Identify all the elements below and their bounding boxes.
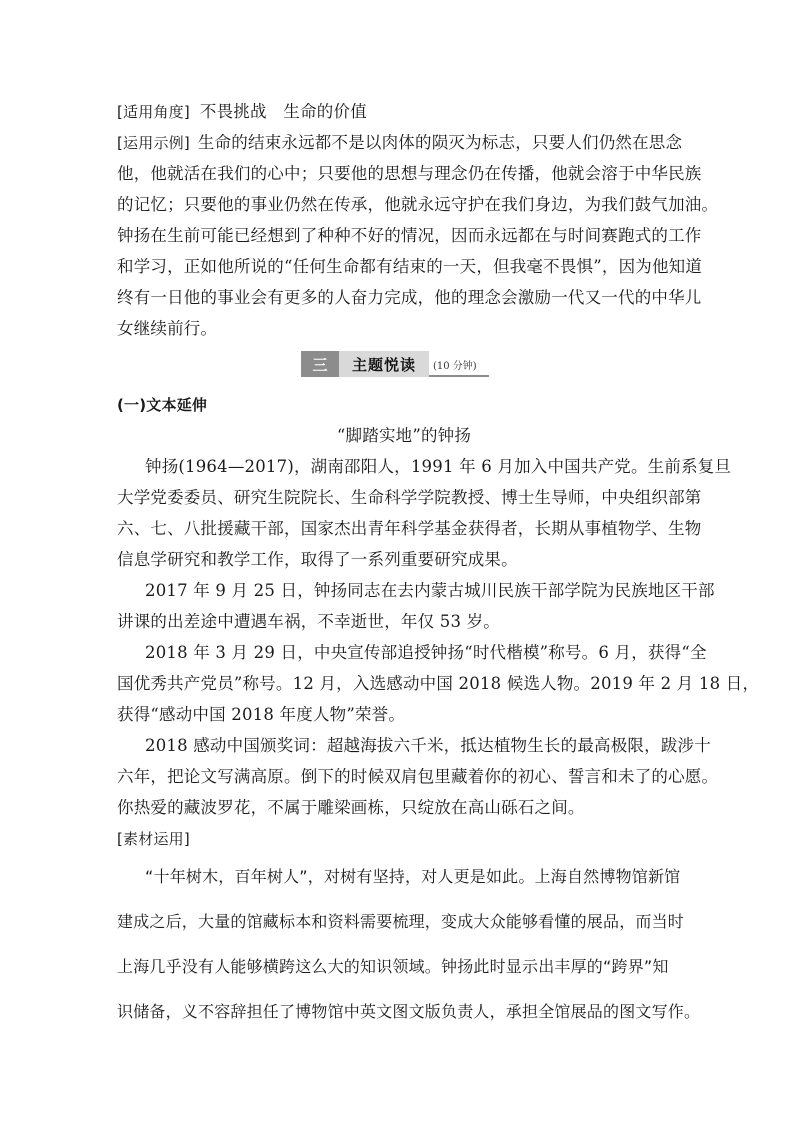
subsection-label: (一)文本延伸 — [117, 396, 208, 414]
example-line-7: 女继续前行。 — [117, 319, 218, 338]
example-line-6: 终有一日他的事业会有更多的人奋力完成，他的理念会激励一代又一代的中华儿 — [117, 288, 702, 307]
para1-line-3: 六、七、八批援藏干部，国家杰出青年科学基金获得者，长期从事植物学、生物 — [117, 519, 702, 538]
para3-line-2: 国优秀共产党员”称号。12 月，入选感动中国 2018 候选人物。2019 年 2 月 18 日， — [117, 674, 760, 693]
example-line-4: 钟扬在生前可能已经想到了种种不好的情况，因而永远都在与时间赛跑式的工作 — [117, 226, 702, 245]
para1-line-4: 信息学研究和教学工作，取得了一系列重要研究成果。 — [117, 550, 518, 569]
banner-title: 主题悦读 — [339, 351, 429, 377]
para4-line-3: 你热爱的藏波罗花，不属于雕梁画栋，只绽放在高山砾石之间。 — [117, 798, 585, 817]
para3-line-3: 获得“感动中国 2018 年度人物”荣誉。 — [117, 705, 406, 724]
material-line-3: 上海几乎没有人能够横跨这么大的知识领域。钟扬此时显示出丰厚的“跨界”知 — [117, 957, 669, 976]
para1-line-2: 大学党委委员、研究生院院长、生命科学学院教授、博士生导师，中央组织部第 — [117, 488, 702, 507]
material-line-1: “十年树木，百年树人”，对树有坚持，对人更是如此。上海自然博物馆新馆 — [145, 867, 681, 886]
banner-number: 三 — [301, 351, 339, 377]
banner-time: (10 分钟) — [429, 351, 489, 377]
article-title: “脚踏实地”的钟扬 — [336, 426, 472, 445]
material-tag: [素材运用] — [117, 830, 190, 848]
section-banner — [301, 351, 489, 377]
para4-line-2: 六年，把论文写满高原。倒下的时候双肩包里藏着你的初心、誓言和未了的心愿。 — [117, 767, 719, 786]
para2-line-1: 2017 年 9 月 25 日，钟扬同志在去内蒙古城川民族干部学院为民族地区干部 — [145, 581, 715, 600]
material-line-2: 建成之后，大量的馆藏标本和资料需要梳理，变成大众能够看懂的展品，而当时 — [117, 912, 685, 931]
para1-line-1: 钟扬(1964—2017)，湖南邵阳人，1991 年 6 月加入中国共产党。生前系复旦 — [145, 457, 732, 476]
applicable-angle-tag: [适用角度] — [117, 103, 190, 121]
example-tag: [运用示例] — [117, 134, 190, 152]
example-line-2: 他，他就活在我们的心中；只要他的思想与理念仍在传播，他就会溶于中华民族 — [117, 164, 702, 183]
para4-line-1: 2018 感动中国颁奖词：超越海拔六千米，抵达植物生长的最高极限，跋涉十 — [145, 736, 711, 755]
para3-line-1: 2018 年 3 月 29 日，中央宣传部追授钟扬“时代楷模”称号。6 月，获得“全 — [145, 643, 707, 662]
example-line-1 — [117, 133, 691, 153]
applicable-angle-text: 不畏挑战 生命的价值 — [199, 102, 367, 121]
material-line-4: 识储备，义不容辞担任了博物馆中英文图文版负责人，承担全馆展品的图文写作。 — [117, 1002, 701, 1021]
example-line-5: 和学习，正如他所说的“任何生命都有结束的一天，但我毫不畏惧”，因为他知道 — [117, 257, 703, 276]
para2-line-2: 讲课的出差途中遭遇车祸，不幸逝世，年仅 53 岁。 — [117, 612, 500, 631]
applicable-angle-line — [117, 102, 691, 122]
example-line-3: 的记忆；只要他的事业仍然在传承，他就永远守护在我们身边，为我们鼓气加油。 — [117, 195, 719, 214]
example-text: 生命的结束永远都不是以肉体的陨灭为标志，只要人们仍然在思念 — [197, 133, 683, 152]
